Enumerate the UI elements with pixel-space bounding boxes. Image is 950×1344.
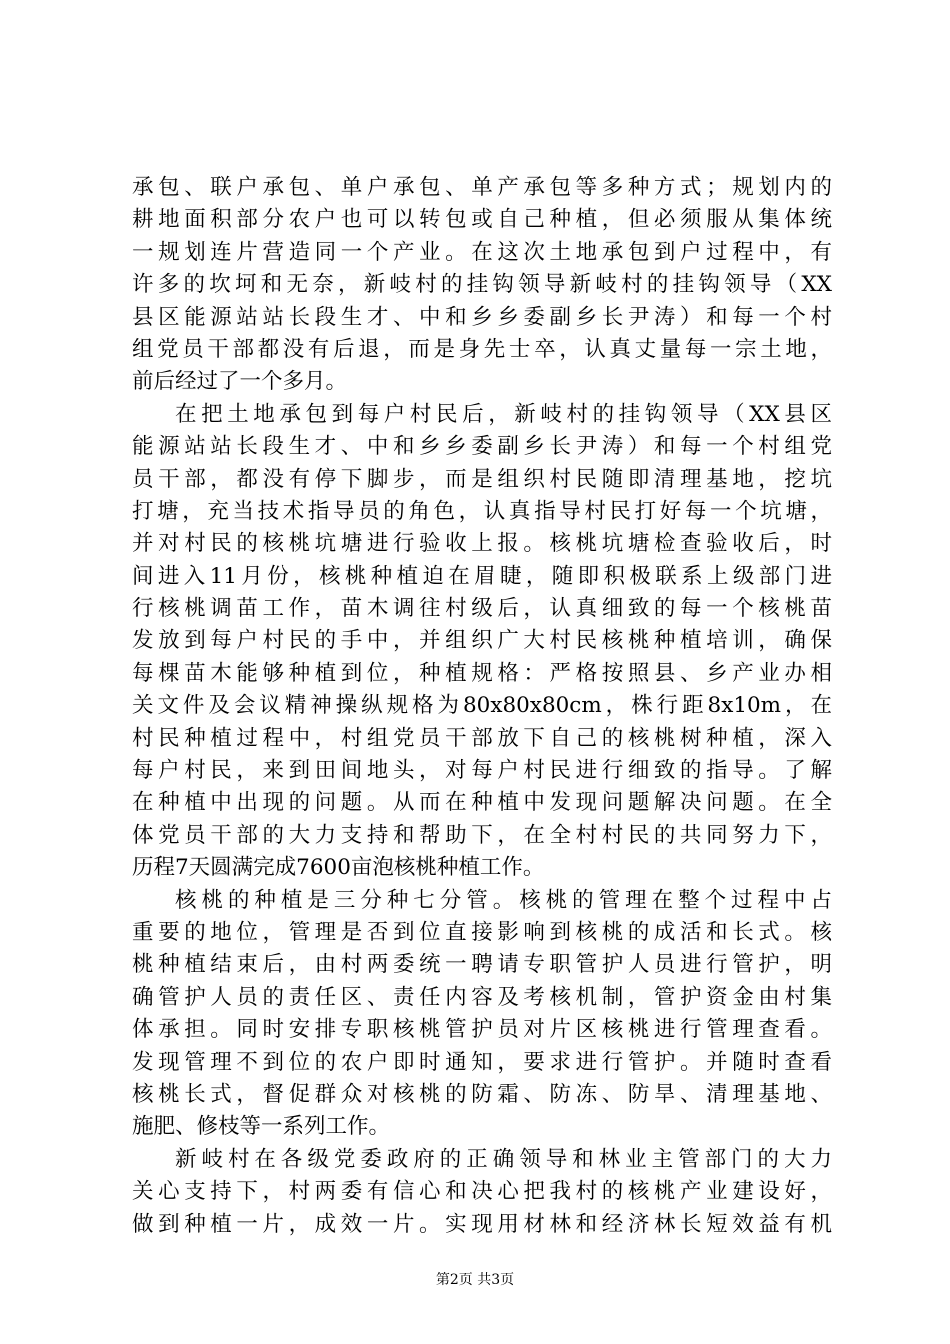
text-line: 耕地面积部分农户也可以转包或自己种植，但必须服从集体统 bbox=[132, 207, 832, 233]
text-line: 村民种植过程中，村组党员干部放下自己的核桃树种植，深入 bbox=[132, 725, 832, 751]
text-line: 发现管理不到位的农户即时通知，要求进行管护。并随时查看 bbox=[132, 1049, 832, 1075]
text-line: 发放到每户村民的手中，并组织广大村民核桃种植培训，确保 bbox=[132, 628, 832, 654]
page-number: 第2页 bbox=[435, 1272, 473, 1288]
text-line: 打塘，充当技术指导员的角色，认真指导村民打好每一个坑塘， bbox=[132, 498, 832, 524]
text-line: 每户村民，来到田间地头，对每户村民进行细致的指导。了解 bbox=[132, 758, 832, 784]
text-line: 在种植中出现的问题。从而在种植中发现问题解决问题。在全 bbox=[132, 790, 832, 816]
paragraph-first-line: 在把土地承包到每户村民后，新岐村的挂钩领导（XX县区 bbox=[175, 401, 832, 427]
page-footer bbox=[0, 1270, 950, 1290]
text-line: 关文件及会议精神操纵规格为80x80x80cm，株行距8x10m，在 bbox=[132, 693, 832, 719]
text-line: 行核桃调苗工作，苗木调往村级后，认真细致的每一个核桃苗 bbox=[132, 596, 832, 622]
text-line: 前后经过了一个多月。 bbox=[132, 369, 348, 395]
text-line: 体承担。同时安排专职核桃管护员对片区核桃进行管理查看。 bbox=[132, 1017, 832, 1043]
text-line: 一规划连片营造同一个产业。在这次土地承包到户过程中，有 bbox=[132, 239, 832, 265]
text-line: 施肥、修枝等一系列工作。 bbox=[132, 1114, 391, 1140]
text-line: 确管护人员的责任区、责任内容及考核机制，管护资金由村集 bbox=[132, 984, 832, 1010]
text-line: 间进入11月份，核桃种植迫在眉睫，随即积极联系上级部门进 bbox=[132, 563, 832, 589]
text-line: 能源站站长段生才、中和乡乡委副乡长尹涛）和每一个村组党 bbox=[132, 434, 832, 460]
text-line: 重要的地位，管理是否到位直接影响到核桃的成活和长式。核 bbox=[132, 919, 832, 945]
text-line: 桃种植结束后，由村两委统一聘请专职管护人员进行管护，明 bbox=[132, 952, 832, 978]
text-line: 员干部，都没有停下脚步，而是组织村民随即清理基地，挖坑 bbox=[132, 466, 832, 492]
page-total: 共3页 bbox=[477, 1272, 515, 1288]
text-line: 历程7天圆满完成7600亩泡核桃种植工作。 bbox=[132, 855, 545, 881]
text-line: 体党员干部的大力支持和帮助下，在全村村民的共同努力下， bbox=[132, 822, 832, 848]
text-line: 每棵苗木能够种植到位，种植规格：严格按照县、乡产业办相 bbox=[132, 660, 832, 686]
text-line: 并对村民的核桃坑塘进行验收上报。核桃坑塘检查验收后，时 bbox=[132, 531, 832, 557]
paragraph-first-line: 新岐村在各级党委政府的正确领导和林业主管部门的大力 bbox=[175, 1146, 832, 1172]
text-line: 关心支持下，村两委有信心和决心把我村的核桃产业建设好， bbox=[132, 1179, 832, 1205]
text-line: 县区能源站站长段生才、中和乡乡委副乡长尹涛）和每一个村 bbox=[132, 304, 832, 330]
text-line: 组党员干部都没有后退，而是身先士卒，认真丈量每一宗土地， bbox=[132, 336, 832, 362]
document-body bbox=[132, 172, 832, 1241]
paragraph-first-line: 核桃的种植是三分种七分管。核桃的管理在整个过程中占 bbox=[175, 887, 832, 913]
text-line: 许多的坎坷和无奈，新岐村的挂钩领导新岐村的挂钩领导（XX bbox=[132, 272, 832, 298]
text-line: 核桃长式，督促群众对核桃的防霜、防冻、防旱、清理基地、 bbox=[132, 1081, 832, 1107]
text-line: 承包、联户承包、单户承包、单产承包等多种方式；规划内的 bbox=[132, 175, 832, 200]
text-line: 做到种植一片，成效一片。实现用材林和经济林长短效益有机 bbox=[132, 1211, 832, 1237]
